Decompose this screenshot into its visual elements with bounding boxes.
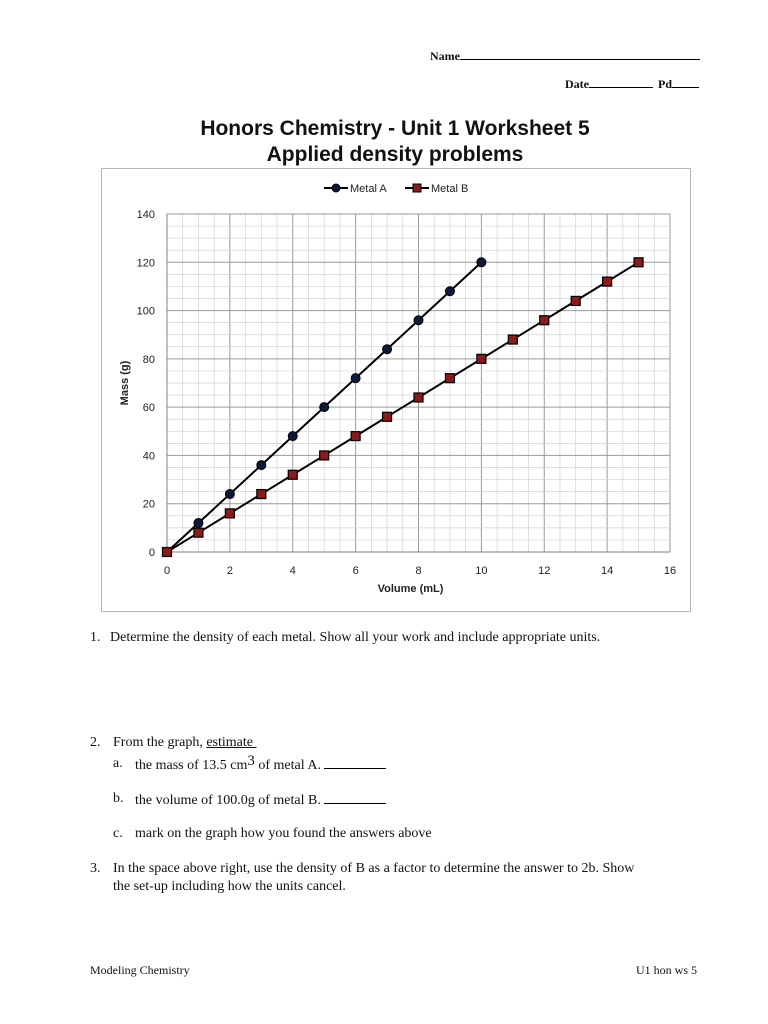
x-axis-label: Volume (mL) <box>377 583 444 595</box>
data-point-metal-a <box>194 519 203 528</box>
question-2c <box>113 826 563 846</box>
name-field <box>430 47 700 64</box>
data-point-metal-a <box>257 461 266 470</box>
date-pd-field <box>565 75 699 92</box>
worksheet-title: Honors Chemistry - Unit 1 Worksheet 5 <box>200 117 590 140</box>
pd-blank <box>672 75 699 88</box>
footer-left: Modeling Chemistry <box>90 963 190 977</box>
data-point-metal-b <box>540 316 549 325</box>
question-1-number: 1. <box>90 630 101 645</box>
question-1-text: Determine the density of each metal. Show all your work and include appropriate units. <box>110 630 601 645</box>
x-tick-label: 14 <box>601 565 614 577</box>
data-point-metal-b <box>508 335 517 344</box>
data-point-metal-a <box>445 287 454 296</box>
x-tick-label: 6 <box>352 565 359 577</box>
data-point-metal-b <box>414 393 423 402</box>
data-point-metal-b <box>163 548 172 557</box>
question-3-line-2: the set-up including how the units cancel. <box>113 879 346 894</box>
question-2-number: 2. <box>90 735 101 750</box>
question-2b <box>113 791 513 811</box>
data-point-metal-b <box>257 490 266 499</box>
worksheet-subtitle: Applied density problems <box>266 143 524 166</box>
question-3-line-1: In the space above right, use the density of B as a factor to determine the answer to 2b. Show <box>113 861 635 876</box>
x-tick-label: 8 <box>415 565 422 577</box>
question-2b-text-body: the volume of 100.0g of metal B. <box>135 793 321 808</box>
data-point-metal-b <box>383 412 392 421</box>
date-blank <box>589 75 653 88</box>
name-blank <box>460 47 700 60</box>
y-tick-label: 100 <box>136 305 155 318</box>
data-point-metal-b <box>351 432 360 441</box>
data-point-metal-a <box>320 403 329 412</box>
data-point-metal-a <box>414 316 423 325</box>
answer-2a-blank <box>324 756 386 769</box>
chart-svg <box>102 169 690 611</box>
x-tick-label: 10 <box>475 565 488 577</box>
data-point-metal-a <box>383 345 392 354</box>
question-2c-letter: c. <box>113 826 123 841</box>
y-tick-label: 120 <box>136 257 155 270</box>
y-tick-label: 0 <box>148 547 155 559</box>
data-point-metal-b <box>320 451 329 460</box>
data-point-metal-a <box>225 490 234 499</box>
answer-2b-blank <box>324 791 386 804</box>
legend-marker-metal-a <box>332 184 340 192</box>
footer-right: U1 hon ws 5 <box>635 963 697 977</box>
question-2a-superscript: 3 <box>247 753 255 769</box>
data-point-metal-b <box>445 374 454 383</box>
data-point-metal-b <box>288 470 297 479</box>
question-2a-text-after: of metal A. <box>254 758 321 773</box>
question-1 <box>90 629 730 649</box>
data-point-metal-a <box>288 432 297 441</box>
question-2b-text <box>135 791 386 809</box>
data-point-metal-a <box>351 374 360 383</box>
question-2 <box>90 734 730 754</box>
question-2-estimate: estimate <box>206 735 253 750</box>
date-label: Date <box>565 77 589 91</box>
data-point-metal-b <box>194 528 203 537</box>
y-tick-label: 60 <box>142 402 155 415</box>
legend-marker-metal-b <box>413 184 421 192</box>
data-point-metal-b <box>225 509 234 518</box>
data-point-metal-b <box>477 354 486 363</box>
name-label: Name <box>430 49 460 63</box>
question-2-text <box>113 734 256 751</box>
question-2a <box>113 753 513 776</box>
question-2b-letter: b. <box>113 791 124 806</box>
x-tick-label: 4 <box>289 565 296 577</box>
question-2a-letter: a. <box>113 756 123 771</box>
y-tick-label: 20 <box>142 498 155 511</box>
data-point-metal-b <box>603 277 612 286</box>
question-2c-text: mark on the graph how you found the answers above <box>135 826 432 841</box>
question-2a-text-before: the mass of 13.5 cm <box>135 758 248 773</box>
x-tick-label: 2 <box>226 565 233 577</box>
question-2a-text <box>135 753 386 774</box>
x-tick-label: 12 <box>538 565 551 577</box>
question-3 <box>90 860 730 900</box>
question-2-lead: From the graph, <box>113 735 203 750</box>
data-point-metal-b <box>571 296 580 305</box>
y-tick-label: 40 <box>142 450 155 463</box>
data-point-metal-b <box>634 258 643 267</box>
x-tick-label: 16 <box>663 565 677 577</box>
pd-label: Pd <box>658 77 673 91</box>
y-tick-label: 80 <box>142 353 155 366</box>
y-tick-label: 140 <box>136 209 155 221</box>
question-3-number: 3. <box>90 861 101 876</box>
x-tick-label: 0 <box>163 565 171 577</box>
legend-label-metal-a: Metal A <box>350 183 387 195</box>
density-chart <box>101 168 691 612</box>
y-axis-label: Mass (g) <box>119 360 131 406</box>
data-point-metal-a <box>477 258 486 267</box>
legend-label-metal-b: Metal B <box>431 183 469 195</box>
